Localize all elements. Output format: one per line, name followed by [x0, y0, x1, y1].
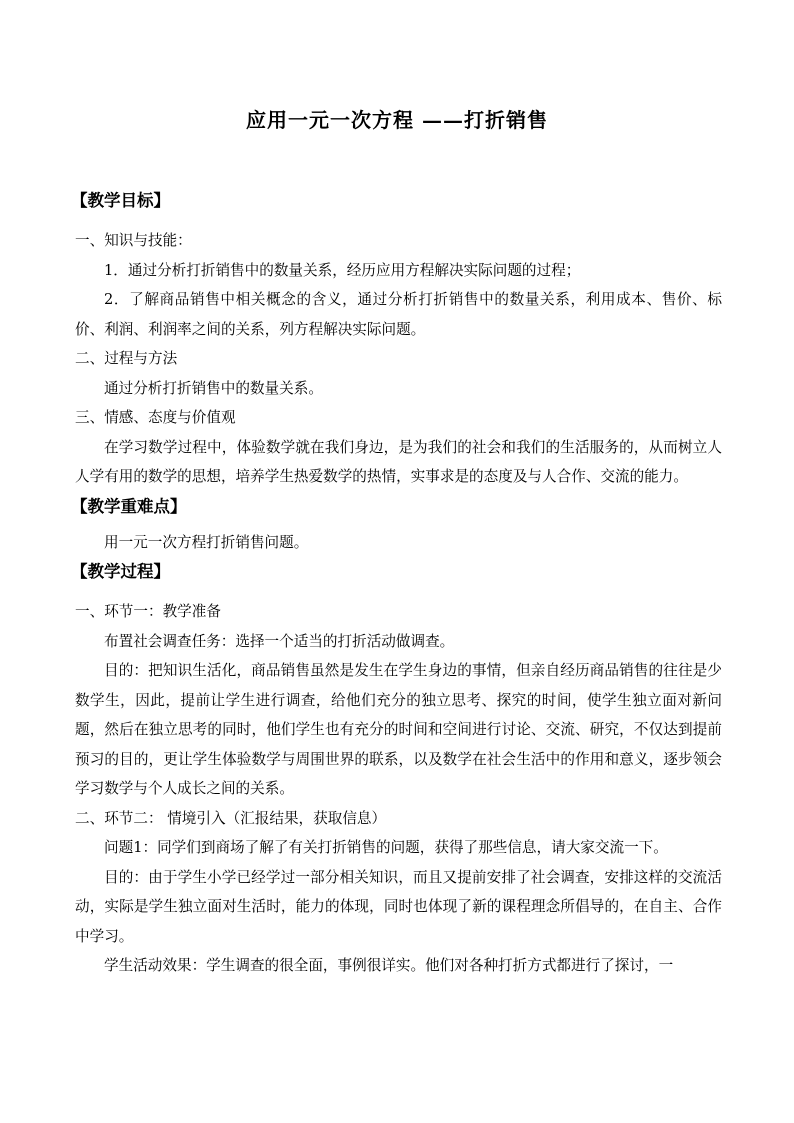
- goals-item-2: 2．了解商品销售中相关概念的含义，通过分析打折销售中的数量关系，利用成本、售价、标价、利润、利润率之间的关系，列方程解决实际问题。: [75, 291, 722, 338]
- process-step-2-purpose: 目的：由于学生小学已经学过一部分相关知识，而且又提前安排了社会调查，安排这样的交流活动，实际是学生独立面对生活时，能力的体现，同时也体现了新的课程理念所倡导的，在自主、合作中学习。: [75, 868, 722, 945]
- process-step-2-heading: 二、环节二： 情境引入（汇报结果，获取信息）: [75, 809, 387, 827]
- goals-attitude-text: 在学习数学过程中，体验数学就在我们身边，是为我们的社会和我们的生活服务的，从而树立人人学有用的数学的思想，培养学生热爱数学的热情，实事求是的态度及与人合作、交流的能力。: [75, 438, 722, 485]
- goals-item-1: 1．通过分析打折销售中的数量关系，经历应用方程解决实际问题的过程；: [104, 261, 581, 279]
- process-step-2-question: 问题1：同学们到商场了解了有关打折销售的问题，获得了那些信息，请大家交流一下。: [104, 839, 668, 856]
- goals-process-text: 通过分析打折销售中的数量关系。: [104, 379, 323, 397]
- goals-process-methods: 二、过程与方法: [75, 350, 178, 367]
- process-step-1-heading: 一、环节一：教学准备: [75, 603, 221, 620]
- document-title: 应用一元一次方程 ——打折销售: [246, 108, 548, 132]
- process-step-1-purpose: 目的：把知识生活化，商品销售虽然是发生在学生身边的事情，但亲自经历商品销售的往往是少数学生，因此，提前让学生进行调查，给他们充分的独立思考、探究的时间，使学生独立面对新问题，然后在独立思考的同时，他们学生也有充分的时间和空间进行讨论、交流、研究，不仅达到提前预习的目的，更让学生体验数学与周围世界的联系，以及数学在社会生活中的作用和意义，逐步领会学习数学与个人成长之间的关系。: [75, 662, 722, 797]
- process-step-1-task: 布置社会调查任务：选择一个适当的打折活动做调查。: [104, 632, 455, 650]
- goals-attitude-values: 三、情感、态度与价值观: [75, 409, 236, 426]
- keypoints-text: 用一元一次方程打折销售问题。: [104, 533, 309, 551]
- document-body: [71, 186, 722, 981]
- section-heading-goals: 【教学目标】: [71, 191, 170, 210]
- section-heading-keypoints: 【教学重难点】: [71, 496, 187, 516]
- section-heading-process: 【教学过程】: [71, 562, 170, 581]
- process-step-2-effect: 学生活动效果：学生调查的很全面，事例很详实。他们对各种打折方式都进行了探讨，一: [104, 957, 674, 974]
- goals-knowledge-skills: 一、知识与技能：: [75, 232, 192, 249]
